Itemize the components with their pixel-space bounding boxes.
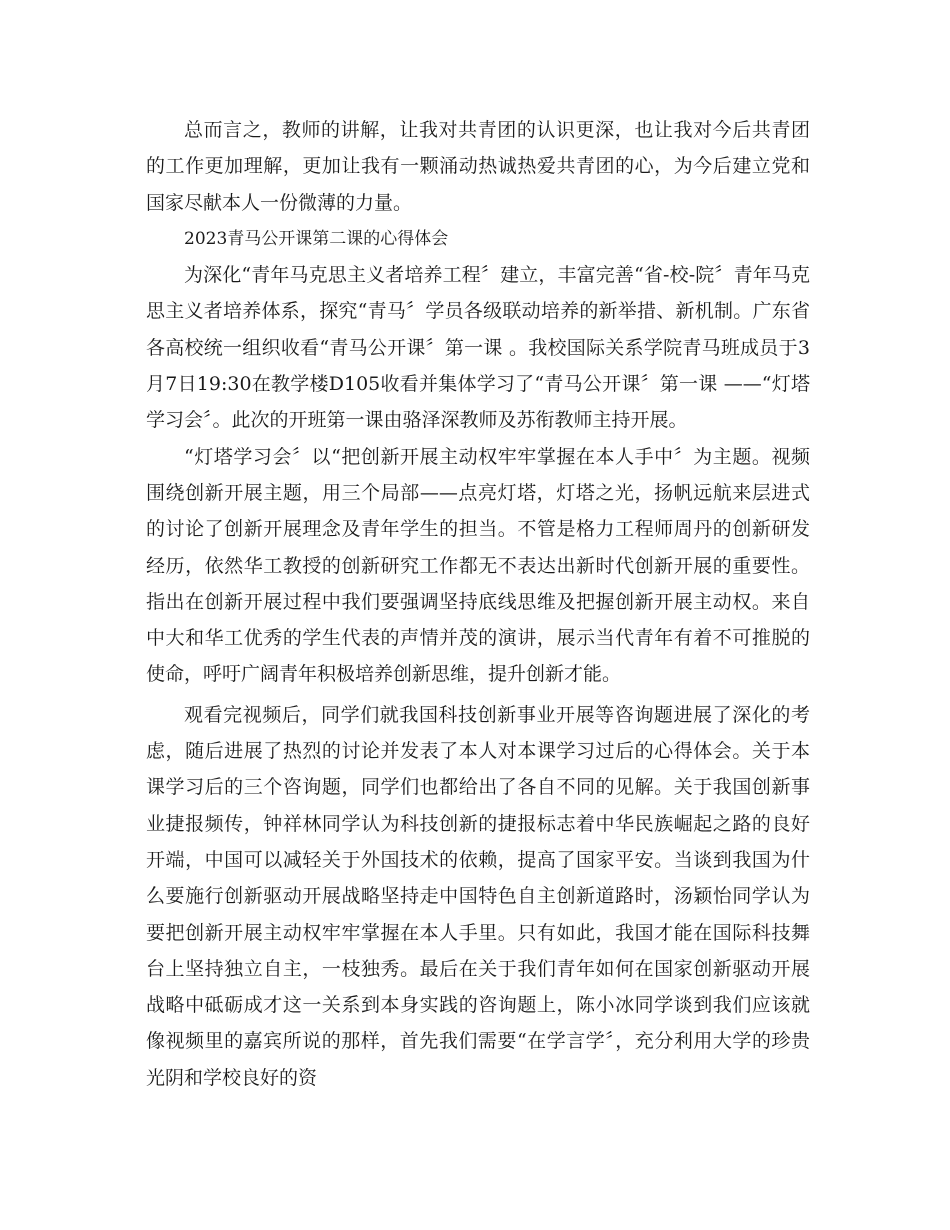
body-paragraph-theme: “灯塔学习会〞以“把创新开展主动权牢牢掌握在本人手中〞为主题。视频围绕创新开展主题，用三个局部——点亮灯塔，灯塔之光，扬帆远航来层进式的讨论了创新开展理念及青年学生的担当。不管是格力工程师周丹的创新研发经历，依然华工教授的创新研究工作都无不表达出新时代创新开展的重要性。指出在创新开展过程中我们要强调坚持底线思维及把握创新开展主动权。来自中大和华工优秀的学生代表的声情并茂的演讲，展示当代青年有着不可推脱的使命，呼吁广阔青年积极培养创新思维，提升创新才能。	[146, 445, 810, 686]
section-heading: 2023青马公开课第二课的心得体会	[184, 228, 449, 249]
document-page	[146, 112, 810, 1096]
closing-paragraph: 总而言之，教师的讲解，让我对共青团的认识更深，也让我对今后共青团的工作更加理解，更加让我有一颗涌动热诚热爱共青团的心，为今后建立党和国家尽献本人一份微薄的力量。	[146, 119, 810, 214]
body-paragraph-discussion: 观看完视频后，同学们就我国科技创新事业开展等咨询题进展了深化的考虑，随后进展了热烈的讨论并发表了本人对本课学习过后的心得体会。关于本课学习后的三个咨询题，同学们也都给出了各自不同的见解。关于我国创新事业捷报频传，钟祥林同学认为科技创新的捷报标志着中华民族崛起之路的良好开端，中国可以减轻关于外国技术的依赖，提高了国家平安。当谈到我国为什么要施行创新驱动开展战略坚持走中国特色自主创新道路时，汤颖怡同学认为要把创新开展主动权牢牢掌握在本人手里。只有如此，我国才能在国际科技舞台上坚持独立自主，一枝独秀。最后在关于我们青年如何在国家创新驱动开展战略中砥砺成才这一关系到本身实践的咨询题上，陈小冰同学谈到我们应该就像视频里的嘉宾所说的那样，首先我们需要“在学言学〞，充分利用大学的珍贵光阴和学校良好的资	[146, 703, 810, 1089]
body-paragraph-intro: 为深化“青年马克思主义者培养工程〞建立，丰富完善“省-校-院〞青年马克思主义者培养体系，探究“青马〞学员各级联动培养的新举措、新机制。广东省各高校统一组织收看“青马公开课〞第一课 。我校国际关系学院青马班成员于3月7日19:30在教学楼D105收看并集体学习了“青马公开课〞第一课 ——“灯塔学习会〞。此次的开班第一课由骆泽深教师及苏衔教师主持开展。	[146, 264, 810, 432]
